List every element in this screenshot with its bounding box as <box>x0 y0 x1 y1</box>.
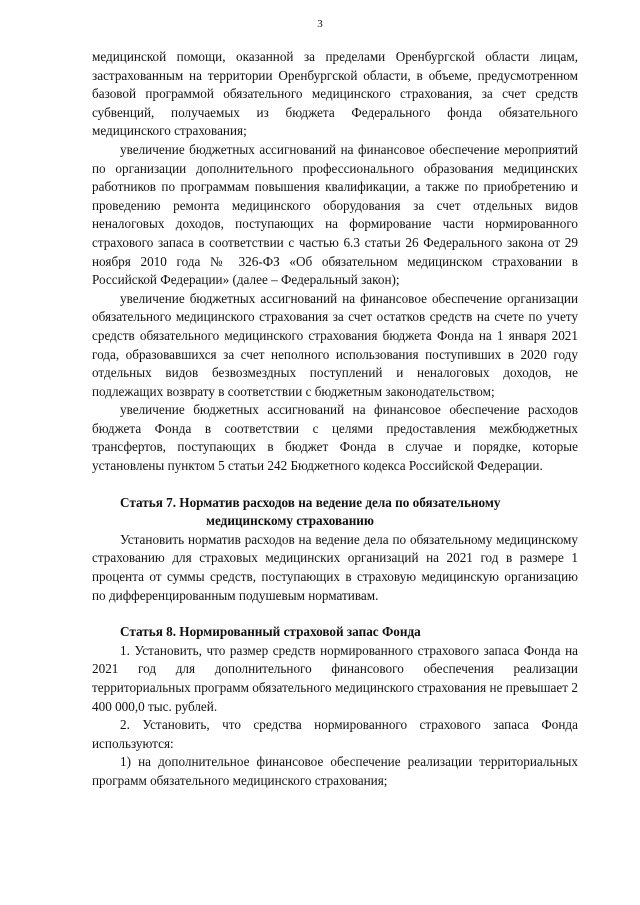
paragraph-transfer-funding: увеличение бюджетных ассигнований на финансовое обеспечение расходов бюджета Фонда в соответствии с целями предоставления межбюджетных трансфертов, поступающих в бюджет Фонда в случае и порядке, которые установлены пунктом 5 статьи 242 Бюджетного кодекса Российской Федерации. <box>92 402 578 474</box>
article-8-subitem-1: 1) на дополнительное финансовое обеспечение реализации территориальных программ обязательного медицинского страхования; <box>92 754 578 788</box>
article-7-text: Установить норматив расходов на ведение дела по обязательному медицинскому страхованию для страховых медицинских организаций на 2021 год в размере 1 процента от суммы средств, поступающих в страховую медицинскую организацию по дифференцированным подушевым нормативам. <box>92 531 578 603</box>
paragraph-continuation: медицинской помощи, оказанной за пределами Оренбургской области лицам, застрахованным на территории Оренбургской области, в объеме, предусмотренном базовой программой обязательного медицинского страхования, за счет средств субвенций, получаемых из бюджета Федерального фонда обязательного медицинского страхования; <box>92 49 578 139</box>
article-8-item-1: 1. Установить, что размер средств нормированного страхового запаса Фонда на 2021 год для дополнительного финансового обеспечения реализации территориальных программ обязательного медицинского страхования не превышает 2 400 000,0 тыс. рублей. <box>92 642 578 714</box>
article-8-item-2: 2. Установить, что средства нормированного страхового запаса Фонда используются: <box>92 717 578 751</box>
article-7-heading-line-2: медицинскому страхованию <box>206 513 374 529</box>
article-7-heading <box>92 494 578 531</box>
document-body <box>92 48 578 791</box>
section-gap <box>92 605 578 623</box>
section-gap <box>92 476 578 494</box>
paragraph-education-funding: увеличение бюджетных ассигнований на финансовое обеспечение мероприятий по организации дополнительного профессионального образования медицинских работников по программам повышения квалификации, а также по приобретению и проведению ремонта медицинского оборудования за счет отдельных видов неналоговых доходов, поступающих на формирование части нормированного страхового запаса в соответствии с частью 6.3 статьи 26 Федерального закона от 29 ноября 2010 года № 326-ФЗ «Об обязательном медицинском страховании в Российской Федерации» (далее – Федеральный закон); <box>92 141 578 288</box>
page-number: 3 <box>317 18 323 30</box>
paragraph-balance-funding: увеличение бюджетных ассигнований на финансовое обеспечение организации обязательного медицинского страхования за счет остатков средств на счете по учету средств обязательного медицинского страхования бюджета Фонда на 1 января 2021 года, образовавшихся за счет неполного использования поступивших в 2020 году отдельных видов безвозмездных поступлений и неналоговых доходов, не подлежащих возврату в соответствии с бюджетным законодательством; <box>92 290 578 399</box>
article-8-heading: Статья 8. Нормированный страховой запас Фонда <box>120 624 421 640</box>
article-7-heading-line-1: Статья 7. Норматив расходов на ведение дела по обязательному <box>120 494 501 510</box>
